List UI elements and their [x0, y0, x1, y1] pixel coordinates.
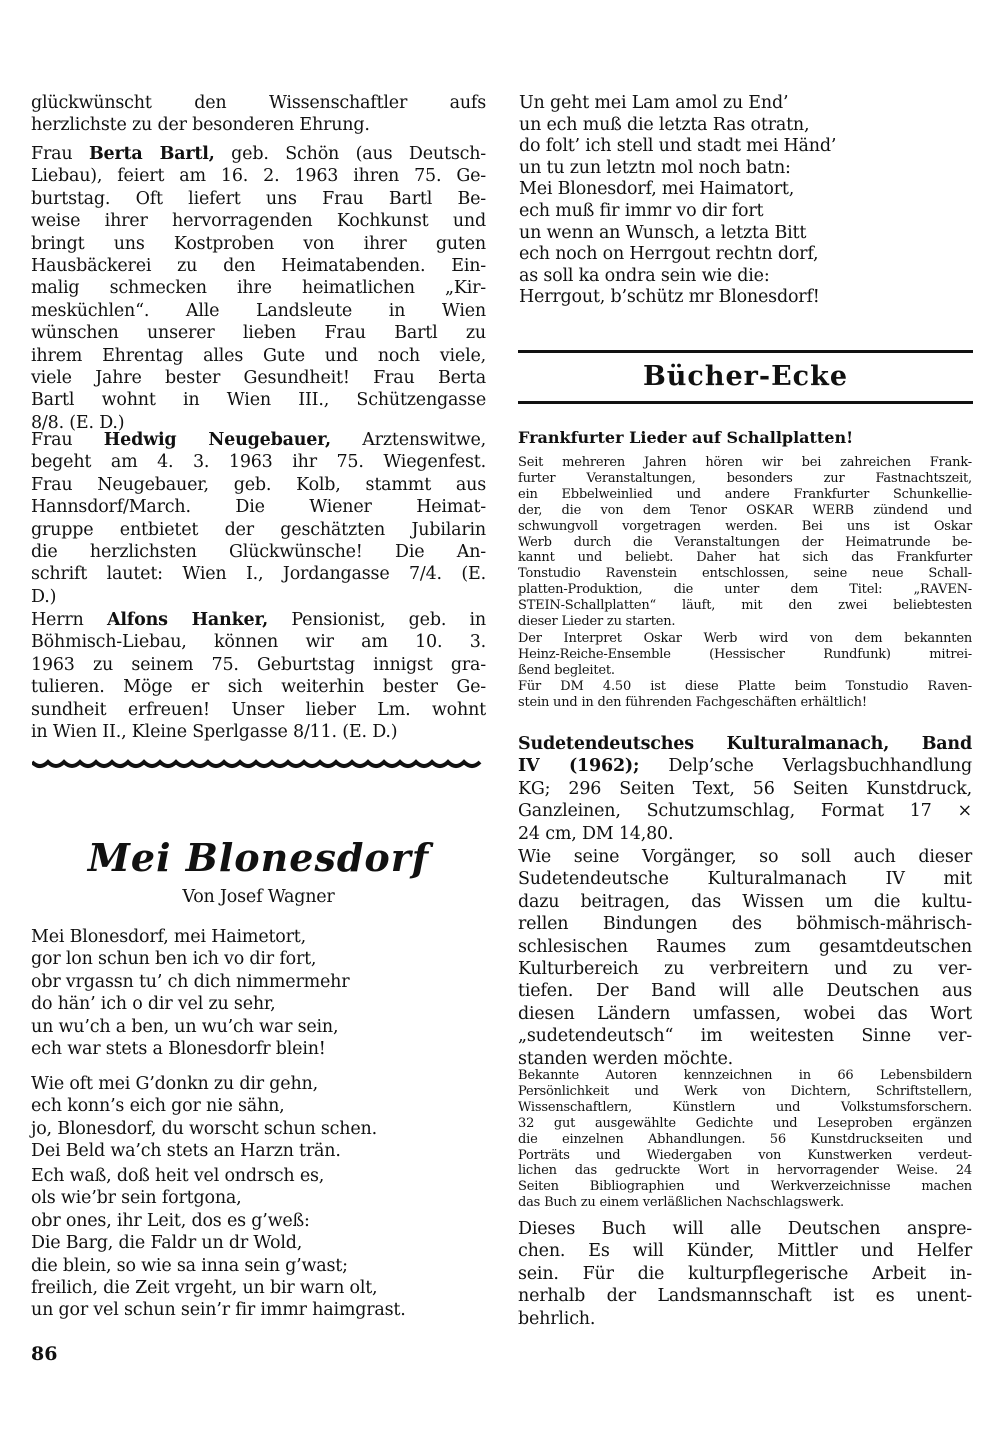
text-line: Werb durch die Veranstaltungen der Heimatrunde be- [518, 534, 972, 550]
text-line: dieser Lieder zu starten. [518, 614, 676, 630]
text-line: Persönlichkeit und Werk von Dichtern, Schriftstellern, [518, 1083, 972, 1099]
text-line: gor lon schun ben ich vo dir fort, [31, 949, 317, 970]
text-segment: Frau [31, 144, 89, 164]
text-segment: geb. Schön (aus Deutsch- [214, 144, 486, 164]
article1-paragraph-1 [518, 455, 972, 630]
text-line: 8/8. (E. D.) [31, 412, 125, 433]
bold-name: Alfons Hanker, [106, 610, 269, 630]
text-line: Sudetendeutsche Kulturalmanach IV mit [518, 869, 972, 890]
text-line: herzlichste zu der besonderen Ehrung. [31, 115, 370, 136]
text-line: ihrem Ehrentag alles Gute und noch viele, [31, 345, 486, 366]
text-line: Hannsdorf/March. Die Wiener Heimat- [31, 497, 486, 518]
article-title-frankfurter-lieder: Frankfurter Lieder auf Schallplatten! [518, 428, 854, 447]
text-line: weise ihrer hervorragenden Kochkunst und [31, 211, 486, 232]
text-segment: Arztenswitwe, [330, 430, 487, 450]
text-line: Der Interpret Oskar Werb wird von dem bekannten [518, 631, 972, 646]
text-line [518, 733, 972, 755]
article2-closing [518, 1218, 972, 1330]
text-line: un wenn an Wunsch, a letzta Bitt [519, 222, 807, 243]
text-line: Un geht mei Lam amol zu End’ [519, 93, 789, 113]
page-number: 86 [31, 1343, 58, 1365]
text-line: schlesischen Raumes zum gesamtdeutschen [518, 936, 972, 957]
text-line: Seit mehreren Jahren hören wir bei zahreichen Frank- [518, 455, 972, 470]
article2-small-print [518, 1068, 972, 1211]
text-line: sein. Für die kulturpflegerische Arbeit in- [518, 1263, 972, 1284]
text-line: freilich, die Zeit vrgeht, un bir warn olt, [31, 1278, 378, 1299]
text-line: schrift lautet: Wien I., Jordangasse 7/4. (E. [31, 564, 486, 585]
text-line: wünschen unserer lieben Frau Bartl zu [31, 323, 486, 344]
text-line: obr ones, ihr Leit, dos es g’weß: [31, 1210, 310, 1231]
text-line: kannt und beliebt. Daher hat sich das Frankfurter [518, 550, 972, 566]
text-line: Heinz-Reiche-Ensemble (Hessischer Rundfunk) mitrei- [518, 646, 972, 662]
left-paragraph-1 [31, 92, 486, 137]
text-line [31, 143, 486, 165]
text-segment: Frau [31, 430, 104, 450]
text-line: standen werden möchte. [518, 1048, 733, 1069]
left-paragraph-berta-bartl [31, 143, 486, 434]
text-segment: Pensionist, geb. in [268, 610, 486, 630]
text-line: dazu beitragen, das Wissen um die kultu- [518, 891, 972, 912]
text-line: Mei Blonesdorf, mei Haimetort, [31, 927, 306, 947]
text-line: tiefen. Der Band will alle Deutschen aus [518, 981, 972, 1002]
text-line: as soll ka ondra sein wie die: [519, 265, 770, 286]
text-line: Liebau), feiert am 16. 2. 1963 ihren 75. Ge- [31, 166, 486, 187]
text-line: Die Barg, die Faldr un dr Wold, [31, 1233, 303, 1254]
text-line: ßend begleitet. [518, 662, 615, 678]
text-line: Tonstudio Ravenstein entschlossen, seine neue Schall- [518, 566, 972, 582]
section-rule-bottom [518, 401, 973, 404]
text-line: Dieses Buch will alle Deutschen anspre- [518, 1219, 972, 1239]
text-line: ech muß fir immr vo dir fort [519, 200, 764, 221]
bold-name: Hedwig Neugebauer, [103, 430, 331, 450]
poem-stanza-2 [31, 1073, 486, 1163]
text-line: jo, Blonesdorf, du worscht schun schen. [31, 1118, 377, 1139]
text-line: der, die von dem Tenor OSKAR WERB zündend und [518, 502, 972, 518]
text-line: Ganzleinen, Schutzumschlag, Format 17 × [518, 801, 972, 822]
text-line: Wie seine Vorgänger, so soll auch dieser [518, 847, 972, 867]
poem-stanza-3 [31, 1165, 491, 1322]
text-line: die herzlichsten Glückwünsche! Die An- [31, 542, 486, 563]
text-line: 24 cm, DM 14,80. [518, 823, 674, 844]
text-line: D.) [31, 586, 57, 607]
text-line: ols wie’br sein fortgona, [31, 1188, 242, 1209]
wavy-divider [32, 757, 482, 771]
text-line: chen. Es will Künder, Mittler und Helfer [518, 1241, 972, 1262]
text-line: ein Ebbelweinlied und andere Frankfurter Schunkellie- [518, 486, 972, 502]
text-segment: Delp’sche Verlagsbuchhandlung [639, 756, 972, 777]
text-line: Ech waß, doß heit vel ondrsch es, [31, 1166, 325, 1186]
text-line [31, 609, 486, 631]
text-line: tulieren. Möge er sich weiterhin bester Ge- [31, 677, 486, 698]
text-line: 1963 zu seinem 75. Geburtstag innigst gra- [31, 654, 486, 675]
text-line: lichen das gedruckte Wort in hervorragender Weise. 24 [518, 1163, 972, 1179]
text-line: behrlich. [518, 1308, 596, 1329]
text-line: malig schmecken ihre heimatlichen „Kir- [31, 278, 486, 299]
text-line: begeht am 4. 3. 1963 ihr 75. Wiegenfest. [31, 452, 486, 473]
text-line: STEIN-Schallplatten“ läuft, mit den zwei beliebtesten [518, 598, 972, 614]
text-line: ech konn’s eich gor nie sähn, [31, 1096, 285, 1117]
poem-title: Mei Blonesdorf [87, 835, 430, 880]
text-line: Hausbäckerei zu den Heimatabenden. Ein- [31, 256, 486, 277]
text-line: das Buch zu einem verläßlichen Nachschlagswerk. [518, 1195, 844, 1211]
text-line: glückwünscht den Wissenschaftler aufs [31, 93, 486, 113]
article2-book-details [518, 733, 972, 845]
text-line: Für DM 4.50 ist diese Platte beim Tonstudio Raven- [518, 679, 972, 694]
text-line: Porträts und Wiedergaben von Kunstwerken verdeut- [518, 1147, 972, 1163]
poem-stanza-4 [519, 93, 974, 309]
bold-name: Berta Bartl, [88, 144, 215, 164]
text-line: platten-Produktion, die unter dem Titel: „RAVEN- [518, 582, 972, 598]
text-line: schwungvoll vorgetragen werden. Bei uns ist Oskar [518, 518, 972, 534]
text-line: do folt’ ich stell und stadt mei Händ’ [519, 136, 837, 157]
text-line: in Wien II., Kleine Sperlgasse 8/11. (E. D.) [31, 722, 398, 743]
text-line: Frau Neugebauer, geb. Kolb, stammt aus [31, 474, 486, 495]
text-line: nerhalb der Landsmannschaft ist es unent- [518, 1286, 972, 1307]
text-line: gruppe entbietet der geschätzten Jubilarin [31, 519, 486, 540]
text-line: die blein, so wie sa inna sein g’wast; [31, 1255, 348, 1276]
text-line: Herrgout, b’schütz mr Blonesdorf! [519, 287, 820, 308]
text-line [518, 755, 972, 777]
poem-stanza-1 [31, 926, 486, 1060]
section-title: Bücher-Ecke [642, 361, 849, 392]
text-line: mesküchlen“. Alle Landsleute in Wien [31, 300, 486, 321]
text-line: Wissenschaftlern, Künstlern und Volkstumsforschern. [518, 1099, 972, 1115]
text-line: rellen Bindungen des böhmisch-mährisch- [518, 914, 972, 935]
text-line: Wie oft mei G’donkn zu dir gehn, [31, 1074, 318, 1094]
poem-author: Von Josef Wagner [182, 887, 335, 907]
text-line: bringt uns Kostproben von ihrer guten [31, 233, 486, 254]
left-paragraph-hedwig-neugebauer [31, 429, 486, 608]
article1-paragraph-3 [518, 679, 972, 711]
text-line: Dei Beld wa’ch stets an Harzn trän. [31, 1141, 341, 1162]
text-line: Bartl wohnt in Wien III., Schützengasse [31, 390, 486, 411]
text-line: Bekannte Autoren kennzeichnen in 66 Lebensbildern [518, 1068, 972, 1083]
text-line: obr vrgassn tu’ ch dich nimmermehr [31, 971, 350, 992]
text-line: die einzelnen Abhandlungen. 56 Kunstdruckseiten und [518, 1131, 972, 1147]
text-line: Kulturbereich zu verbreitern und zu ver- [518, 959, 972, 980]
text-line: un gor vel schun sein’r fir immr haimgrast. [31, 1300, 406, 1321]
text-line: 32 gut ausgewählte Gedichte und Leseproben ergänzen [518, 1115, 972, 1131]
text-line: Seiten Bibliographien und Werkverzeichnisse machen [518, 1179, 972, 1195]
text-line: diesen Ländern umfassen, wobei das Wort [518, 1003, 972, 1024]
text-line: KG; 296 Seiten Text, 56 Seiten Kunstdruck, [518, 778, 972, 799]
article2-paragraph-1 [518, 846, 972, 1070]
text-line: un tu zun letztn mol noch batn: [519, 157, 791, 178]
section-rule-top [518, 350, 973, 353]
text-line: sundheit erfreuen! Unser lieber Lm. wohnt [31, 699, 486, 720]
text-line: un ech muß die letzta Ras otratn, [519, 114, 810, 135]
bold-name: Sudetendeutsches Kulturalmanach, Band [518, 734, 972, 754]
text-line: un wu’ch a ben, un wu’ch war sein, [31, 1016, 339, 1037]
text-line [31, 429, 486, 451]
text-line: viele Jahre bester Gesundheit! Frau Berta [31, 368, 486, 389]
text-line: furter Veranstaltungen, besonders zur Fastnachtszeit, [518, 470, 972, 486]
left-paragraph-alfons-hanker [31, 609, 486, 743]
text-segment: Herrn [31, 610, 107, 630]
text-line: „sudetendeutsch“ im weitesten Sinne ver- [518, 1026, 972, 1047]
text-line: burtstag. Oft liefert uns Frau Bartl Be- [31, 188, 486, 209]
text-line: ech war stets a Blonesdorfr blein! [31, 1039, 326, 1060]
text-line: Böhmisch-Liebau, können wir am 10. 3. [31, 632, 486, 653]
article1-paragraph-2 [518, 631, 972, 679]
text-line: ech noch on Herrgout rechtn dorf, [519, 244, 819, 265]
bold-name: IV (1962); [518, 756, 640, 777]
text-line: Mei Blonesdorf, mei Haimatort, [519, 179, 795, 200]
text-line: stein und in den führenden Fachgeschäften erhältlich! [518, 694, 867, 710]
text-line: do hän’ ich o dir vel zu sehr, [31, 994, 276, 1015]
